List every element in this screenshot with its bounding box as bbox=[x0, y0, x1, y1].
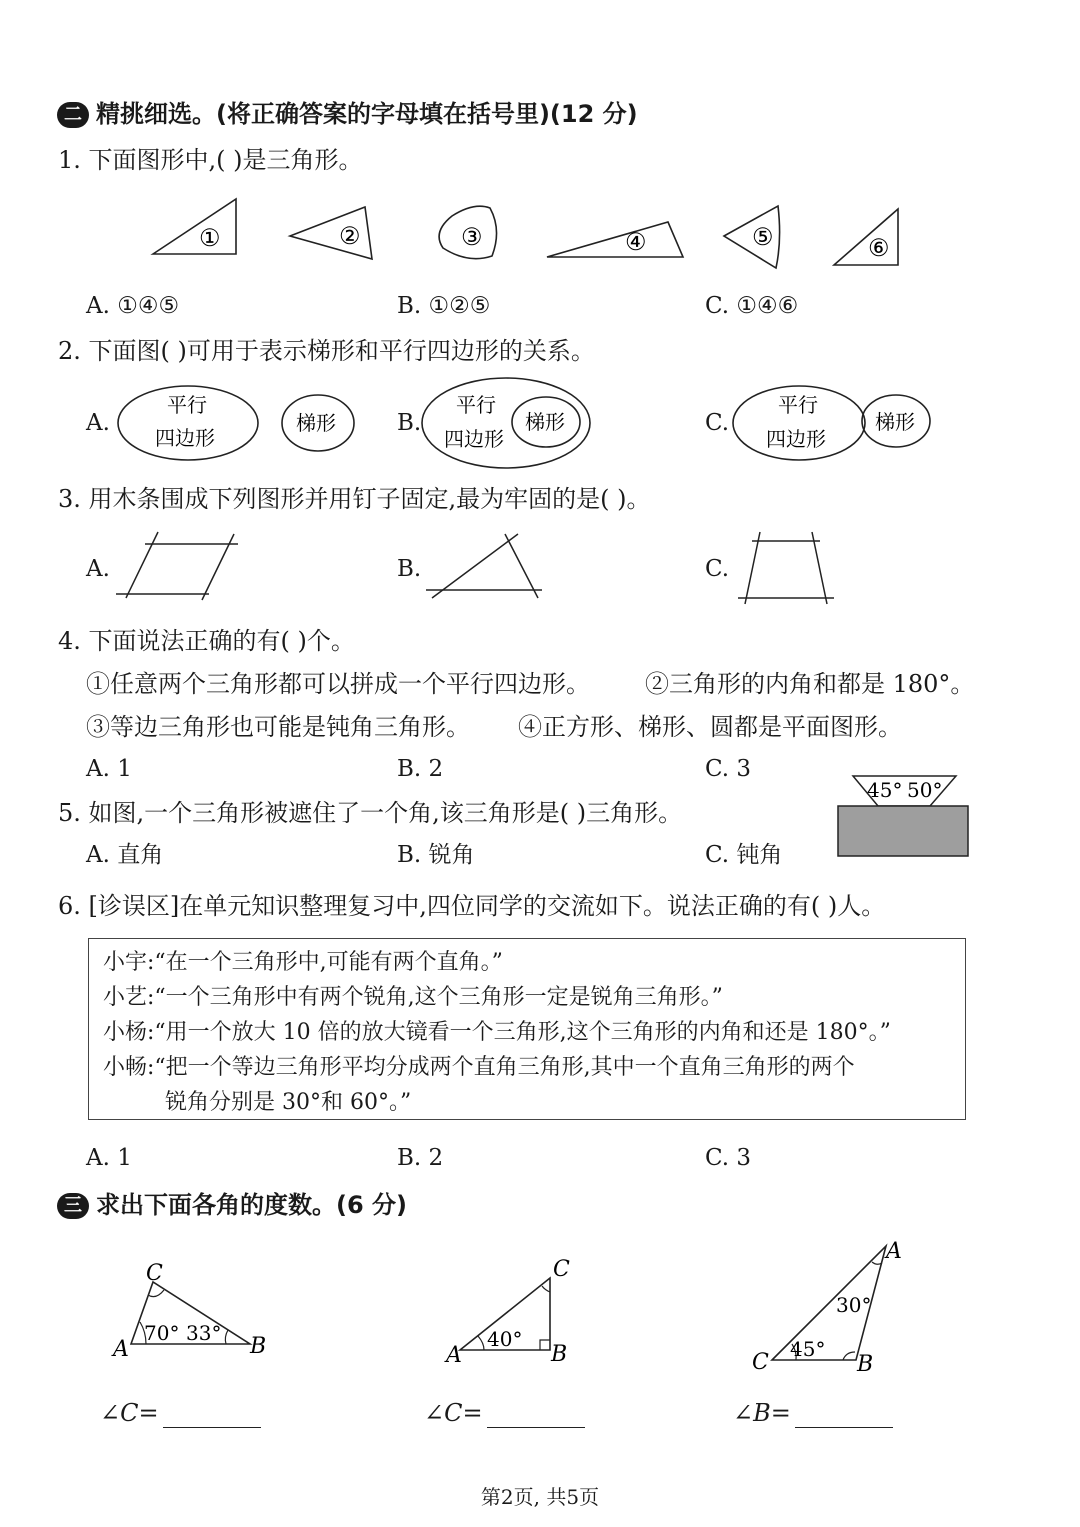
fig1-angle-b: 33° bbox=[186, 1321, 222, 1345]
q1-shape-label-5: ⑤ bbox=[752, 223, 774, 251]
q5-option-c[interactable]: C. 钝角 bbox=[705, 842, 783, 868]
q4-statement-2: ②三角形的内角和都是 180°。 bbox=[645, 670, 975, 698]
q6-line-3: 小杨:“用一个放大 10 倍的放大镜看一个三角形,这个三角形的内角和还是 180°。” bbox=[103, 1020, 891, 1045]
question-1-stem: 1. 下面图形中,( )是三角形。 bbox=[58, 146, 363, 174]
q6-line-5: 锐角分别是 30°和 60°。” bbox=[165, 1090, 412, 1115]
q2b-label-parallel: 平行 bbox=[456, 393, 496, 417]
q6-line-4: 小畅:“把一个等边三角形平均分成两个直角三角形,其中一个直角三角形的两个 bbox=[103, 1055, 855, 1080]
fig2-answer-label: ∠C= bbox=[424, 1399, 483, 1427]
fig3-angle-a: 30° bbox=[836, 1293, 872, 1317]
q5-angle-left: 45° bbox=[867, 778, 903, 802]
fig2-vertex-a: A bbox=[446, 1343, 462, 1368]
q4-option-c[interactable]: C. 3 bbox=[705, 756, 752, 782]
q1-shape-label-1: ① bbox=[199, 224, 221, 252]
section-heading-2: 精挑细选。(将正确答案的字母填在括号里)(12 分) bbox=[96, 100, 638, 128]
question-4-stem: 4. 下面说法正确的有( )个。 bbox=[58, 627, 355, 655]
fig2-vertex-b: B bbox=[551, 1342, 568, 1367]
q2b-label-quadrilateral: 四边形 bbox=[444, 427, 504, 451]
fig1-answer[interactable] bbox=[100, 1398, 261, 1428]
section-badge-2: 二 bbox=[57, 102, 89, 128]
q1-option-b[interactable]: B. ①②⑤ bbox=[397, 293, 491, 319]
section-badge-3: 三 bbox=[57, 1193, 89, 1219]
q6-option-b[interactable]: B. 2 bbox=[397, 1145, 444, 1171]
q2b-label-trapezoid: 梯形 bbox=[525, 410, 565, 434]
q2c-label-trapezoid: 梯形 bbox=[875, 410, 915, 434]
fig3-answer-label: ∠B= bbox=[733, 1399, 791, 1427]
fig3-answer[interactable] bbox=[733, 1398, 893, 1428]
q6-option-c[interactable]: C. 3 bbox=[705, 1145, 752, 1171]
q4-statement-1: ①任意两个三角形都可以拼成一个平行四边形。 bbox=[86, 670, 590, 698]
q2c-label-parallel: 平行 bbox=[778, 393, 818, 417]
q4-statement-3: ③等边三角形也可能是钝角三角形。 bbox=[86, 713, 470, 741]
q1-shape-label-2: ② bbox=[339, 222, 361, 250]
fig3-vertex-c: C bbox=[752, 1350, 769, 1375]
fig3-vertex-a: A bbox=[886, 1239, 902, 1264]
q2a-label-parallel: 平行 bbox=[167, 393, 207, 417]
q1-option-c[interactable]: C. ①④⑥ bbox=[705, 293, 799, 319]
q1-shape-label-3: ③ bbox=[461, 223, 483, 251]
q3-option-b[interactable]: B. bbox=[397, 556, 422, 582]
q1-shape-label-6: ⑥ bbox=[868, 234, 890, 262]
fig1-vertex-b: B bbox=[250, 1334, 267, 1359]
question-3-stem: 3. 用木条围成下列图形并用钉子固定,最为牢固的是( )。 bbox=[58, 485, 651, 513]
q6-line-2: 小艺:“一个三角形中有两个锐角,这个三角形一定是锐角三角形。” bbox=[103, 985, 723, 1010]
fig1-angle-a: 70° bbox=[144, 1321, 180, 1345]
q5-option-b[interactable]: B. 锐角 bbox=[397, 842, 475, 868]
q5-angle-right: 50° bbox=[907, 778, 943, 802]
fig2-answer[interactable] bbox=[424, 1398, 585, 1428]
fig1-answer-blank[interactable] bbox=[163, 1403, 261, 1428]
q2-option-b[interactable]: B. bbox=[397, 410, 422, 436]
fig1-vertex-c: C bbox=[146, 1261, 163, 1286]
fig3-answer-blank[interactable] bbox=[795, 1403, 893, 1428]
q2c-label-quadrilateral: 四边形 bbox=[766, 427, 826, 451]
q2-option-a[interactable]: A. bbox=[86, 410, 110, 436]
q3-option-a[interactable]: A. bbox=[86, 556, 110, 582]
question-6-stem: 6. [诊误区]在单元知识整理复习中,四位同学的交流如下。说法正确的有( )人。 bbox=[58, 892, 886, 920]
q1-option-a[interactable]: A. ①④⑤ bbox=[86, 293, 180, 319]
fig2-answer-blank[interactable] bbox=[487, 1403, 585, 1428]
page-footer: 第2页, 共5页 bbox=[480, 1485, 600, 1509]
q6-option-a[interactable]: A. 1 bbox=[86, 1145, 132, 1171]
fig2-vertex-c: C bbox=[553, 1257, 570, 1282]
section-heading-3: 求出下面各角的度数。(6 分) bbox=[96, 1191, 407, 1219]
fig1-answer-label: ∠C= bbox=[100, 1399, 159, 1427]
q2a-label-quadrilateral: 四边形 bbox=[155, 426, 215, 450]
q4-option-a[interactable]: A. 1 bbox=[86, 756, 132, 782]
q1-shape-label-4: ④ bbox=[625, 228, 647, 256]
q4-option-b[interactable]: B. 2 bbox=[397, 756, 444, 782]
q2a-label-trapezoid: 梯形 bbox=[296, 411, 336, 435]
question-5-stem: 5. 如图,一个三角形被遮住了一个角,该三角形是( )三角形。 bbox=[58, 799, 683, 827]
fig3-angle-c: 45° bbox=[790, 1337, 826, 1361]
q6-line-1: 小宇:“在一个三角形中,可能有两个直角。” bbox=[103, 950, 503, 975]
q5-option-a[interactable]: A. 直角 bbox=[86, 842, 164, 868]
q3-option-c[interactable]: C. bbox=[705, 556, 730, 582]
fig3-vertex-b: B bbox=[857, 1352, 874, 1377]
q4-statement-4: ④正方形、梯形、圆都是平面图形。 bbox=[518, 713, 902, 741]
q2-option-c[interactable]: C. bbox=[705, 410, 730, 436]
question-2-stem: 2. 下面图( )可用于表示梯形和平行四边形的关系。 bbox=[58, 337, 595, 365]
fig2-angle-a: 40° bbox=[487, 1327, 523, 1351]
fig1-vertex-a: A bbox=[113, 1337, 129, 1362]
